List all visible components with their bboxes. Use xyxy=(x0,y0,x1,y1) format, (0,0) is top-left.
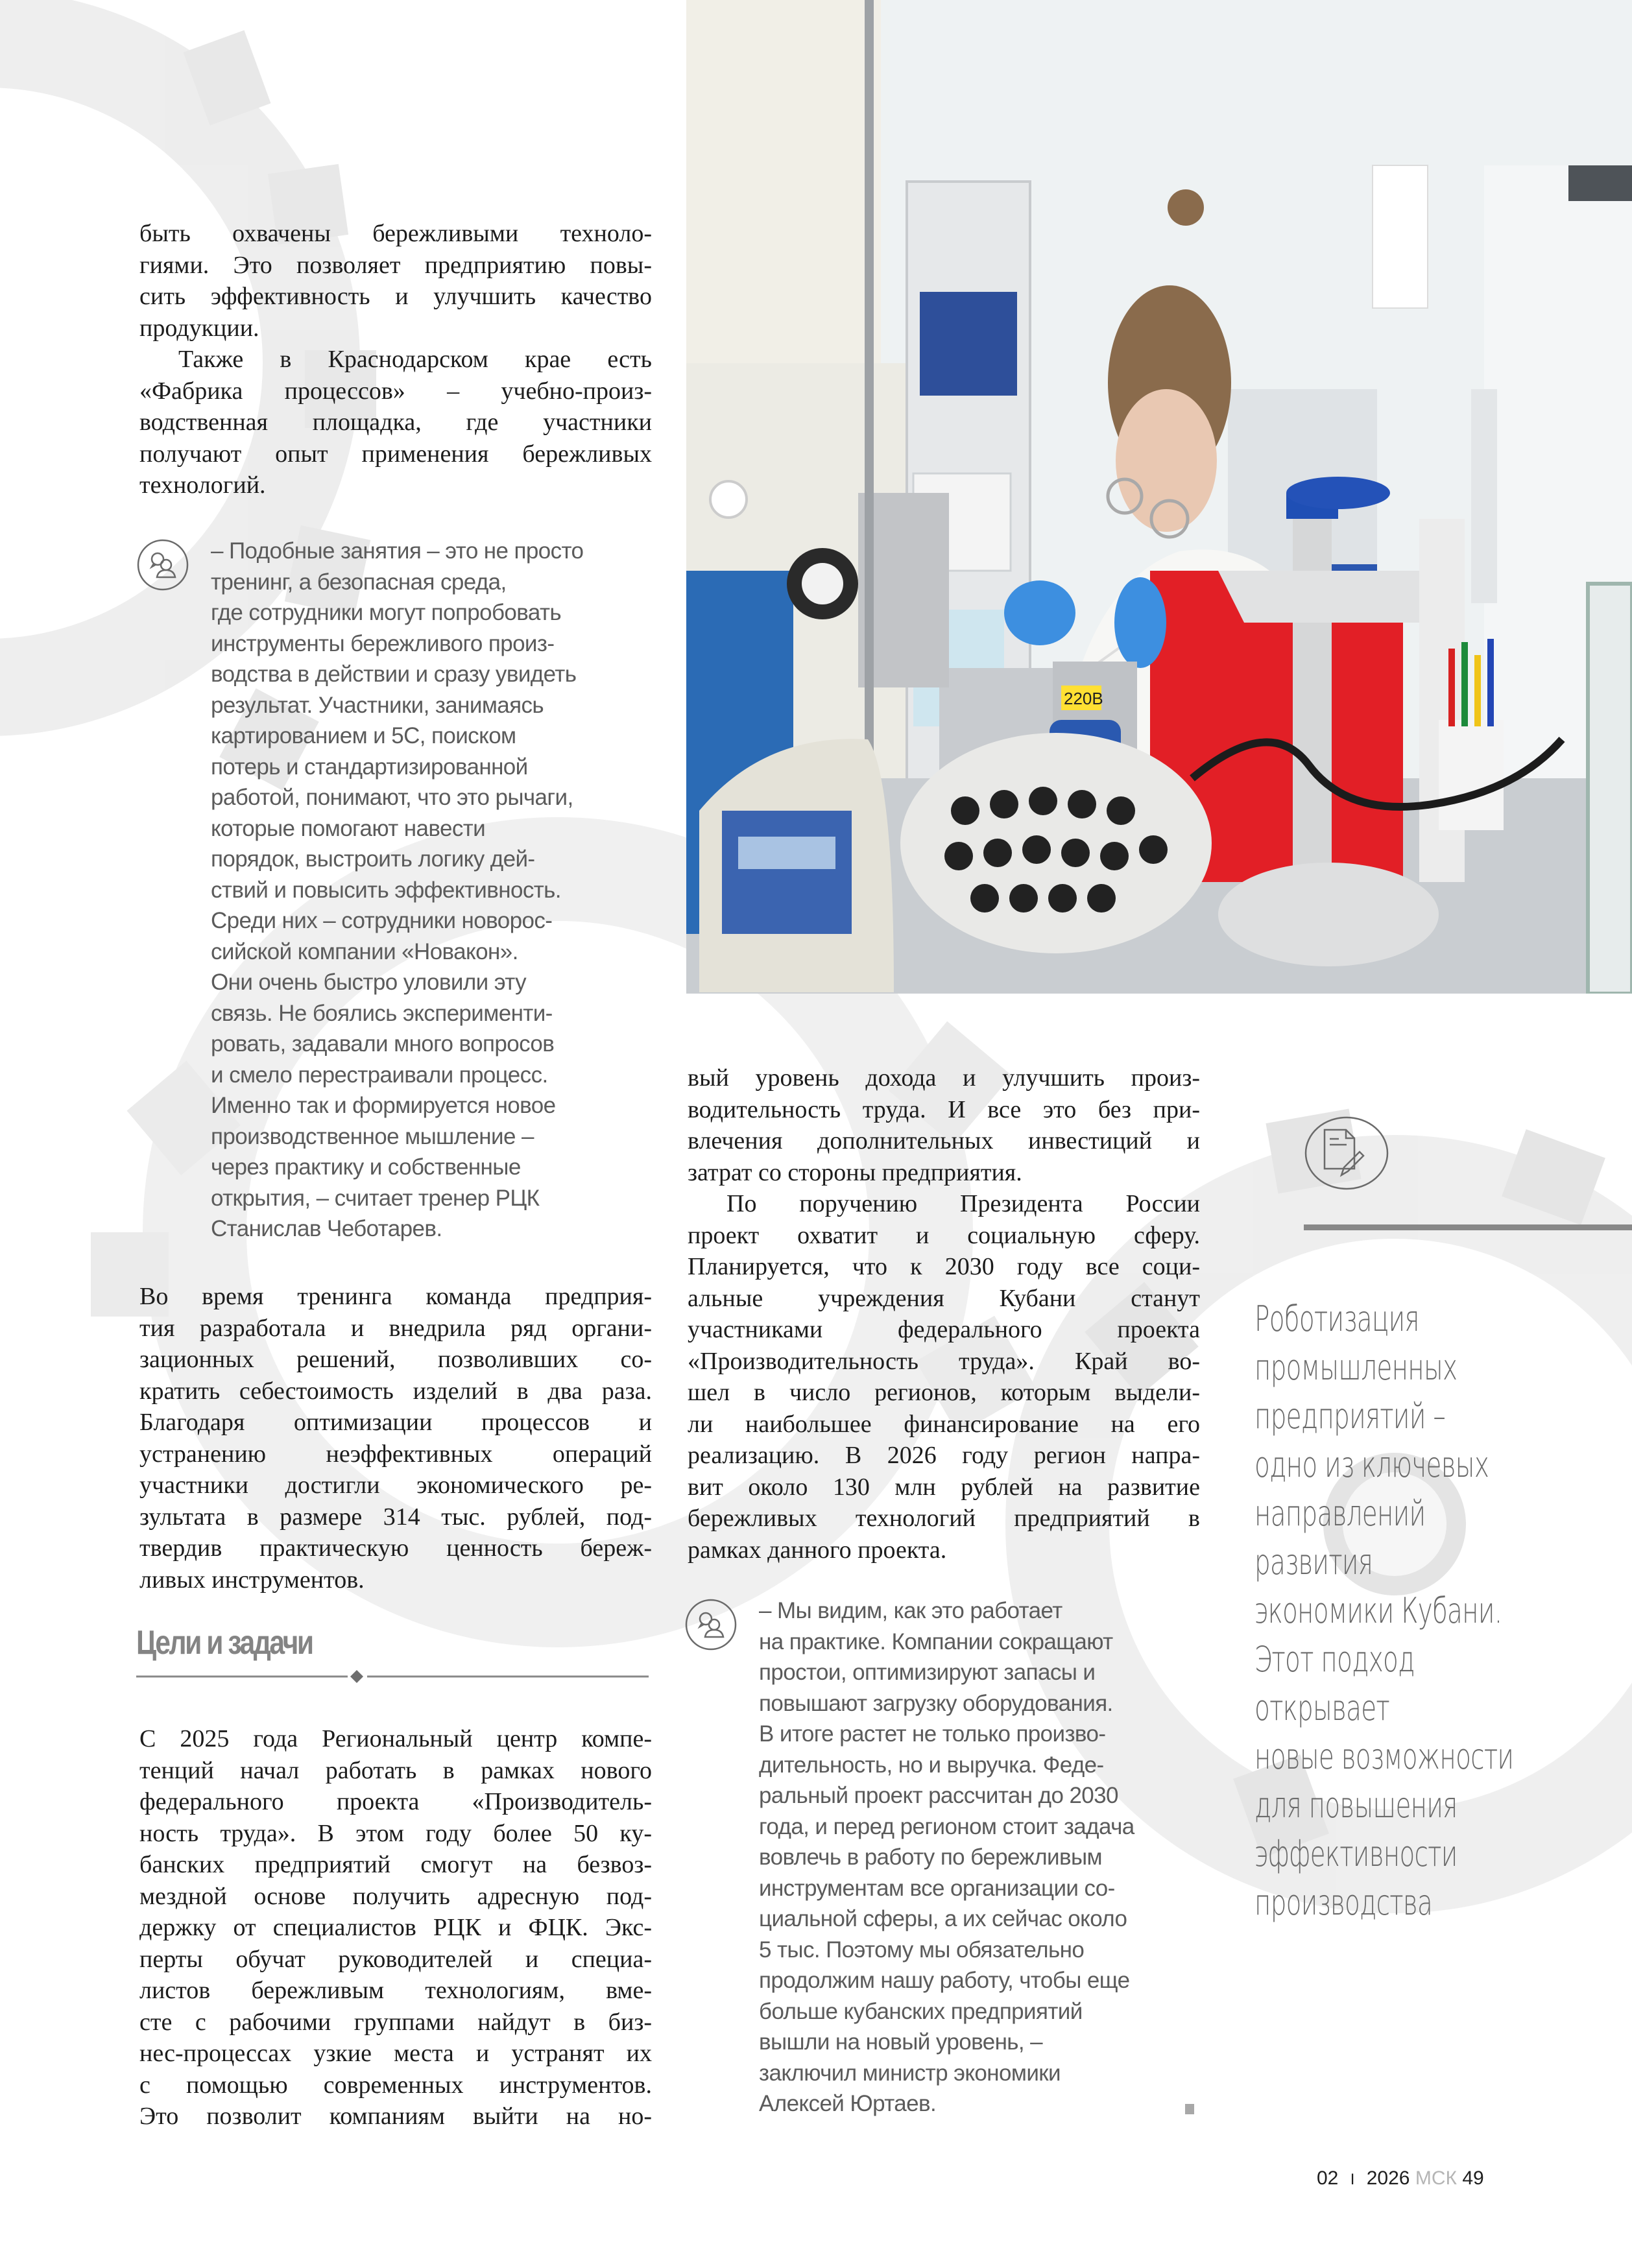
photo-notice xyxy=(1373,165,1428,308)
quote-line: циальной сферы, а их сейчас около xyxy=(759,1906,1127,1931)
folio-separator: I xyxy=(1350,2171,1355,2188)
quote-minister xyxy=(759,1595,1200,2119)
text-line: Благодаря оптимизации процессов и xyxy=(139,1409,652,1436)
paragraph-intro xyxy=(139,218,652,344)
photo-glass-enclosure xyxy=(1588,584,1632,994)
quote-line: 5 тыс. Поэтому мы обязательно xyxy=(759,1937,1085,1963)
text-line: продукции. xyxy=(139,314,259,342)
text-line: получают опыт применения бережливых xyxy=(139,440,652,468)
text-line: «Фабрика процессов» – учебно-произ- xyxy=(139,377,652,405)
photo-fridge-handle xyxy=(1471,389,1497,603)
quote-line: продолжим нашу работу, чтобы еще xyxy=(759,1968,1130,1993)
quote-line: сийской компании «Новакон». xyxy=(211,938,518,964)
text-line: водительность труда. И все это без при- xyxy=(688,1095,1200,1123)
text-line: банских предприятий смогут на безвоз- xyxy=(139,1851,652,1878)
quote-line: больше кубанских предприятий xyxy=(759,1998,1083,2024)
photo-glove-left xyxy=(1004,580,1075,645)
quote-line: потерь и стандартизированной xyxy=(211,754,528,780)
lab-photo xyxy=(686,0,1632,994)
text-line: нес-процессах узкие места и устранят их xyxy=(139,2040,652,2067)
text-line: вит около 130 млн рублей на развитие xyxy=(688,1473,1200,1501)
pull-quote-line: открывает xyxy=(1254,1688,1390,1728)
quote-trainer xyxy=(211,536,652,1245)
document-pen-icon xyxy=(1304,1116,1389,1191)
paragraph-fabric xyxy=(139,344,652,501)
text-line: шел в число регионов, которым выдели- xyxy=(688,1379,1200,1406)
text-line: федерального проекта «Производитель- xyxy=(139,1788,652,1815)
text-line: бережливых технологий предприятий в xyxy=(688,1505,1200,1532)
text-line: зультата в размере 314 тыс. рублей, под- xyxy=(139,1503,652,1531)
quote-line: работой, понимают, что это рычаги, xyxy=(211,785,573,810)
pull-quote-line: эффективности xyxy=(1254,1833,1458,1874)
text-line: кратить себестоимость изделий в два раза. xyxy=(139,1377,652,1405)
page-folio xyxy=(1317,2167,1484,2190)
pull-quote-line: производства xyxy=(1254,1882,1433,1923)
issue-number: 02 xyxy=(1317,2167,1339,2189)
quote-line: заключил министр экономики xyxy=(759,2060,1061,2086)
quote-line: картированием и 5С, поиском xyxy=(211,723,516,748)
text-line: альные учреждения Кубани станут xyxy=(688,1284,1200,1312)
photo-cabinet-handle xyxy=(710,481,747,518)
text-line: мездной основе получить адресную под- xyxy=(139,1882,652,1910)
quote-line: инструментам все организации со- xyxy=(759,1875,1115,1901)
text-line: зационных решений, позволивших со- xyxy=(139,1346,652,1373)
text-line: По поручению Президента России xyxy=(726,1190,1200,1217)
text-line: перты обучат руководителей и специа- xyxy=(139,1945,652,1973)
quote-line: порядок, выстроить логику дей- xyxy=(211,846,535,872)
text-line: Также в Краснодарском крае есть xyxy=(178,346,652,373)
text-line: быть охвачены бережливыми техноло- xyxy=(139,220,652,247)
text-line: ли наибольшее финансирование на его xyxy=(688,1410,1200,1438)
pull-quote-line: Этот подход xyxy=(1254,1639,1415,1680)
quote-line: года, и перед регионом стоит задача xyxy=(759,1813,1134,1839)
section-heading: Цели и задачи xyxy=(136,1624,313,1662)
text-line: С 2025 года Региональный центр компе- xyxy=(139,1725,652,1752)
quote-line: – Подобные занятия – это не просто xyxy=(211,538,584,564)
quote-line: связь. Не боялись эксперименти- xyxy=(211,1000,553,1026)
pull-quote-line: новые возможности xyxy=(1254,1736,1514,1777)
quote-line: Алексей Юртаев. xyxy=(759,2091,937,2116)
paragraph-president xyxy=(688,1188,1200,1566)
paragraph-goals xyxy=(139,1723,652,2132)
quote-line: дительность, но и выручка. Феде- xyxy=(759,1752,1104,1778)
pull-quote-line: экономики Кубани. xyxy=(1254,1590,1502,1631)
quote-line: и смело перестраивали процесс. xyxy=(211,1062,548,1088)
text-line: проект охватит и социальную сферу. xyxy=(688,1221,1200,1249)
quote-line: ствий и повысить эффективность. xyxy=(211,877,561,903)
photo-fridge-display xyxy=(1568,165,1632,201)
photo-glove-right xyxy=(1114,577,1166,668)
text-line: участниками федерального проекта xyxy=(688,1316,1200,1343)
text-line: рамках данного проекта. xyxy=(688,1536,947,1564)
text-line: устранению неэффективных операций xyxy=(139,1440,652,1468)
quote-line: ральный проект рассчитан до 2030 xyxy=(759,1783,1118,1808)
pull-quote xyxy=(1254,1295,1609,1927)
quote-line: где сотрудники могут попробовать xyxy=(211,600,562,625)
quote-line: ровать, задавали много вопросов xyxy=(211,1031,555,1056)
quote-line: простои, оптимизируют запасы и xyxy=(759,1660,1096,1685)
quote-line: тренинг, а безопасная среда, xyxy=(211,569,507,595)
quote-line: повышают загрузку оборудования. xyxy=(759,1690,1113,1716)
quote-line: – Мы видим, как это работает xyxy=(759,1598,1062,1623)
heading-divider xyxy=(136,1670,649,1683)
pull-quote-line: направлений xyxy=(1254,1493,1426,1534)
photo-cabinet-top xyxy=(686,0,881,363)
text-line: с помощью современных инструментов. xyxy=(139,2071,652,2099)
text-line: гиями. Это позволяет предприятию повы- xyxy=(139,251,652,279)
speaker-quote-icon xyxy=(684,1598,738,1651)
pull-quote-line: развития xyxy=(1254,1542,1373,1582)
pull-quote-line: предприятий – xyxy=(1254,1396,1446,1437)
text-line: тия разработала и внедрила ряд органи- xyxy=(139,1314,652,1342)
text-line: тенций начал работать в рамках нового xyxy=(139,1756,652,1784)
speaker-quote-icon xyxy=(136,538,189,591)
quote-line: Среди них – сотрудники новорос- xyxy=(211,908,553,933)
text-line: реализацию. В 2026 году регион напра- xyxy=(688,1442,1200,1469)
quote-line: вовлечь в работу по бережливым xyxy=(759,1844,1103,1870)
quote-line: на практике. Компании сокращают xyxy=(759,1629,1113,1654)
page-number: 49 xyxy=(1462,2167,1484,2189)
issue-year: 2026 xyxy=(1366,2167,1410,2189)
text-line: водственная площадка, где участники xyxy=(139,409,652,436)
text-line: ливых инструментов. xyxy=(139,1566,365,1594)
socket-label: 220В xyxy=(1064,689,1103,708)
quote-line: Станислав Чеботарев. xyxy=(211,1216,442,1241)
text-line: листов бережливым технологиям, вме- xyxy=(139,1977,652,2004)
text-line: участники достигли экономического ре- xyxy=(139,1472,652,1499)
paragraph-continue xyxy=(688,1062,1200,1188)
text-line: Планируется, что к 2030 году все соци- xyxy=(688,1253,1200,1280)
pull-quote-line: Роботизация xyxy=(1254,1298,1419,1339)
text-line: сить эффективность и улучшить качество xyxy=(139,283,652,310)
middle-column xyxy=(688,1062,1200,1566)
quote-line: водства в действии и сразу увидеть xyxy=(211,662,577,687)
pull-quote-rule xyxy=(1304,1224,1632,1230)
quote-line: результат. Участники, занимаясь xyxy=(211,692,544,718)
quote-line: В итоге растет не только произво- xyxy=(759,1721,1106,1747)
text-line: затрат со стороны предприятия. xyxy=(688,1158,1022,1186)
text-line: сте с рабочими группами найдут в биз- xyxy=(139,2008,652,2036)
paragraph-training xyxy=(139,1281,652,1595)
text-line: Это позволит компаниям выйти на но- xyxy=(139,2103,652,2130)
quote-line: которые помогают навести xyxy=(211,815,486,841)
text-line: ность труда». В этом году более 50 ку- xyxy=(139,1819,652,1847)
left-column xyxy=(139,218,652,501)
text-line: держку от специалистов РЦК и ФЦК. Экс- xyxy=(139,1914,652,1941)
text-line: вый уровень дохода и улучшить произ- xyxy=(688,1064,1200,1092)
text-line: влечения дополнительных инвестиций и xyxy=(688,1127,1200,1154)
quote-line: Именно так и формируется новое xyxy=(211,1093,556,1118)
quote-line: инструменты бережливого произ- xyxy=(211,630,555,656)
quote-line: открытия, – считает тренер РЦК xyxy=(211,1185,540,1211)
quote-line: производственное мышление – xyxy=(211,1123,534,1149)
divider-diamond-icon xyxy=(350,1670,363,1683)
text-line: «Производительность труда». Край во- xyxy=(688,1347,1200,1375)
pull-quote-line: для повышения xyxy=(1254,1785,1458,1826)
text-line: технологий. xyxy=(139,472,266,499)
quote-line: через практику и собственные xyxy=(211,1154,521,1180)
pull-quote-line: одно из ключевых xyxy=(1254,1444,1489,1485)
quote-line: Они очень быстро уловили эту xyxy=(211,970,526,995)
text-line: твердив практическую ценность береж- xyxy=(139,1534,652,1562)
quote-line: вышли на новый уровень, – xyxy=(759,2029,1043,2055)
magazine-name: МСК xyxy=(1415,2167,1457,2189)
text-line: Во время тренинга команда предприя- xyxy=(139,1283,652,1310)
pull-quote-line: промышленных xyxy=(1254,1347,1458,1388)
